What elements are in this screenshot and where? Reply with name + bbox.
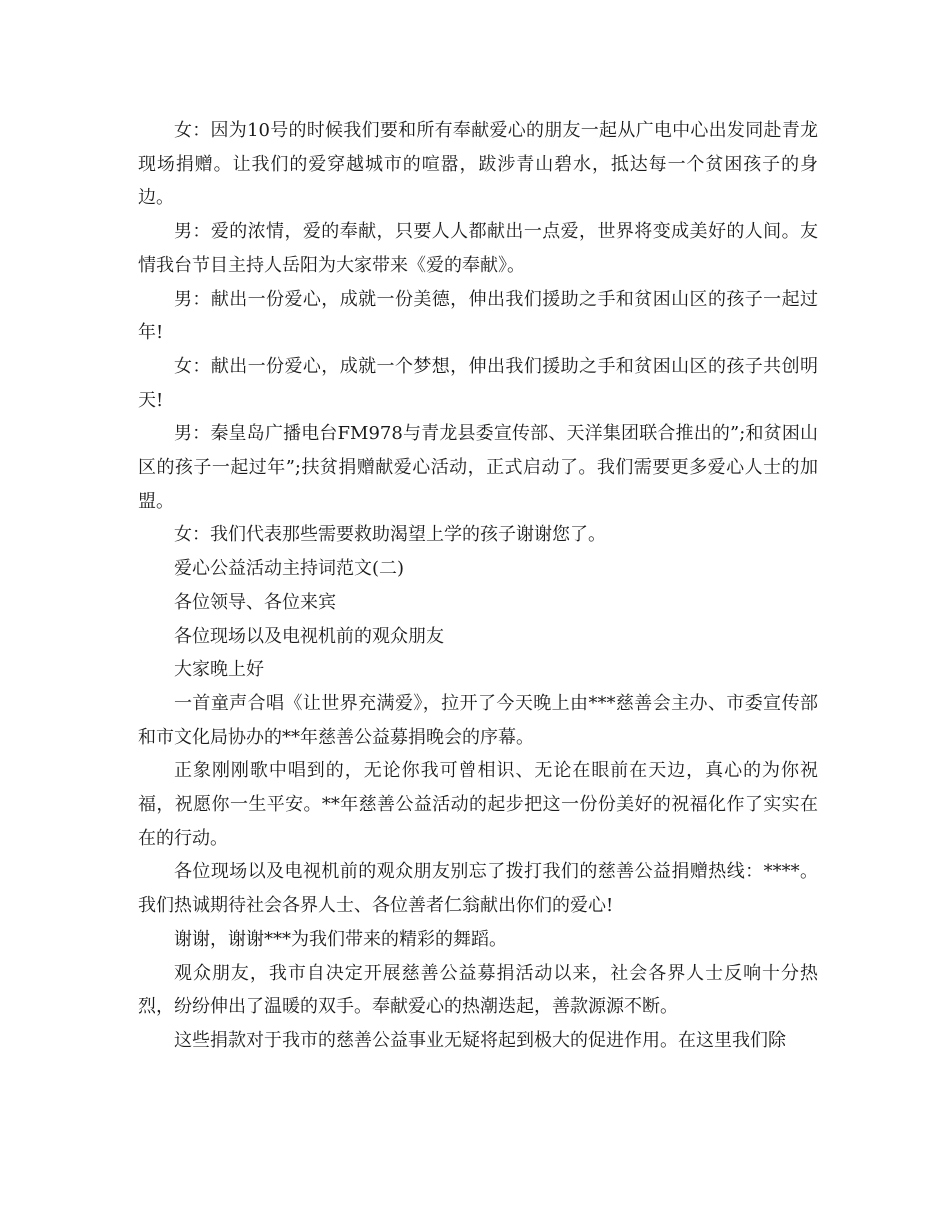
greeting-leaders: 各位领导、各位来宾 <box>174 591 336 613</box>
paragraph-15: 观众朋友，我市自决定开展慈善公益募捐活动以来，社会各界人士反响十分热烈，纷纷伸出了温暖的双手。奉献爱心的热潮迭起，善款源源不断。 <box>138 962 818 1018</box>
greeting-evening: 大家晚上好 <box>174 659 264 681</box>
paragraph-13: 各位现场以及电视机前的观众朋友别忘了拨打我们的慈善公益捐赠热线：****。我们热诚期待社会各界人士、各位善者仁翁献出你们的爱心! <box>138 861 818 917</box>
paragraph-11: 一首童声合唱《让世界充满爱》，拉开了今天晚上由***慈善会主办、市委宣传部和市文化局协办的**年慈善公益募捐晚会的序幕。 <box>138 692 818 748</box>
paragraph-3: 男：献出一份爱心，成就一份美德，伸出我们援助之手和贫困山区的孩子一起过年! <box>138 288 818 344</box>
paragraph-16: 这些捐款对于我市的慈善公益事业无疑将起到极大的促进作用。在这里我们除 <box>174 1029 786 1051</box>
paragraph-4: 女：献出一份爱心，成就一个梦想，伸出我们援助之手和贫困山区的孩子共创明天! <box>138 355 818 411</box>
document-body <box>138 114 818 1058</box>
paragraph-2: 男：爱的浓情，爱的奉献，只要人人都献出一点爱，世界将变成美好的人间。友情我台节目主持人岳阳为大家带来《爱的奉献》。 <box>138 221 818 276</box>
paragraph-12: 正象刚刚歌中唱到的，无论你我可曾相识、无论在眼前在天边，真心的为你祝福，祝愿你一生平安。**年慈善公益活动的起步把这一份份美好的祝福化作了实实在在的行动。 <box>138 760 818 849</box>
paragraph-14: 谢谢，谢谢***为我们带来的精彩的舞蹈。 <box>174 928 507 950</box>
paragraph-1: 女：因为10号的时候我们要和所有奉献爱心的朋友一起从广电中心出发同赴青龙现场捐赠。让我们的爱穿越城市的喧嚣，跋涉青山碧水，抵达每一个贫困孩子的身边。 <box>138 120 818 209</box>
paragraph-5: 男：秦皇岛广播电台FM978与青龙县委宣传部、天洋集团联合推出的”;和贫困山区的孩子一起过年”;扶贫捐赠献爱心活动，正式启动了。我们需要更多爱心人士的加盟。 <box>138 423 818 512</box>
paragraph-6: 女：我们代表那些需要救助渴望上学的孩子谢谢您了。 <box>174 524 606 546</box>
section-heading: 爱心公益活动主持词范文(二) <box>174 558 405 580</box>
greeting-audience: 各位现场以及电视机前的观众朋友 <box>174 625 444 647</box>
